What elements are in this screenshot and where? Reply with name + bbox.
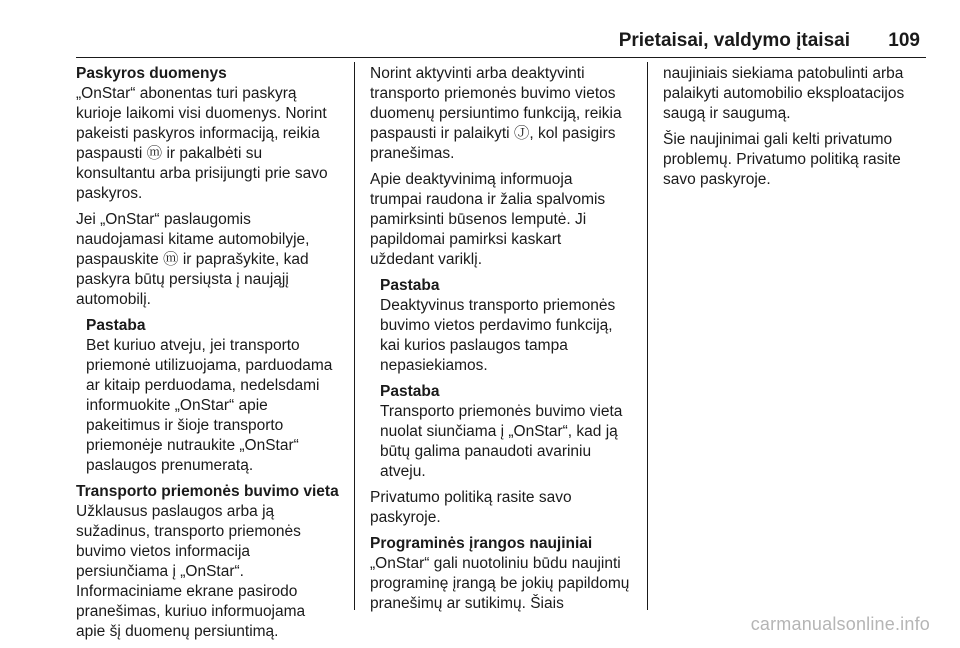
column-3: [663, 64, 933, 196]
column-1: [76, 64, 352, 648]
column-2: [370, 64, 642, 620]
paragraph-privacy-concerns: Šie naujinimai gali kelti privatumo problemų. Privatumo politiką rasite savo paskyroje.: [663, 131, 901, 188]
note-text: Transporto priemonės buvimo vieta nuolat siunčiama į „OnStar“, kad ją būtų galima panaudoti avariniu atveju.: [380, 403, 623, 480]
paragraph-location-info: Užklausus paslaugos arba ją sužadinus, transporto priemonės buvimo vietos informacija persiunčiama į „OnStar“. Informaciniame ekrane pasirodo pranešimas, kuriuo informuojama apie šį duomenų persiuntimą.: [76, 503, 306, 640]
paragraph-updates-purpose: naujiniais siekiama patobulinti arba palaikyti automobilio eksploatacijos saugą ir saugumą.: [663, 65, 905, 122]
heading-vehicle-location: Transporto priemonės buvimo vieta: [76, 483, 339, 500]
note-text: Deaktyvinus transporto priemonės buvimo vietos perdavimo funkciją, kai kurios paslaugos tampa nepasiekiamos.: [380, 297, 616, 374]
watermark: carmanualsonline.info: [750, 614, 930, 634]
heading-account-data: Paskyros duomenys: [76, 65, 227, 82]
heading-software-updates: Programinės įrangos naujiniai: [370, 535, 593, 552]
note-text: Bet kuriuo atveju, jei transporto priemonė utilizuojama, parduodama ar kitaip perduodama, nedelsdami informuokite „OnStar“ apie pakeitimus ir šioje transporto priemonėje nutraukite „OnStar“ paslaugos prenumeratą.: [86, 337, 333, 474]
page-number: 109: [888, 30, 920, 51]
column-divider-2: [647, 62, 648, 610]
note-box-deactivation: [380, 276, 642, 376]
paragraph-deactivation-indicator: Apie deaktyvinimą informuoja trumpai raudona ir žalia spalvomis pamirksinti būsenos lemputė. Ji papildomai pamirksi kaskart uždedant variklį.: [370, 171, 606, 268]
paragraph-privacy-policy: Privatumo politiką rasite savo paskyroje.: [370, 489, 572, 526]
page-header-title: Prietaisai, valdymo įtaisai: [618, 30, 850, 51]
note-box-disposal: [86, 316, 352, 476]
note-title: Pastaba: [86, 317, 146, 334]
paragraph-account-intro: „OnStar“ abonentas turi paskyrą kurioje laikomi visi duomenys. Norint pakeisti paskyros informaciją, reikia paspausti ⓜ ir pakalbėti su konsultantu arba prisijungti prie savo paskyros.: [76, 85, 328, 202]
note-title: Pastaba: [380, 383, 440, 400]
note-title: Pastaba: [380, 277, 440, 294]
paragraph-software-updates: „OnStar“ gali nuotoliniu būdu naujinti programinę įrangą be jokių papildomų pranešimų ar sutikimų. Šiais: [370, 555, 630, 612]
paragraph-account-transfer: Jei „OnStar“ paslaugomis naudojamasi kitame automobilyje, paspauskite ⓜ ir paprašykite, kad paskyra būtų persiųsta į naująjį automobilį.: [76, 211, 310, 308]
paragraph-location-toggle: Norint aktyvinti arba deaktyvinti transporto priemonės buvimo vietos duomenų persiuntimo funkciją, reikia paspausti ir palaikyti Ⓙ, kol pasigirs pranešimas.: [370, 65, 622, 162]
header-divider: [76, 57, 926, 58]
note-box-emergency: [380, 382, 642, 482]
column-divider-1: [354, 62, 355, 610]
